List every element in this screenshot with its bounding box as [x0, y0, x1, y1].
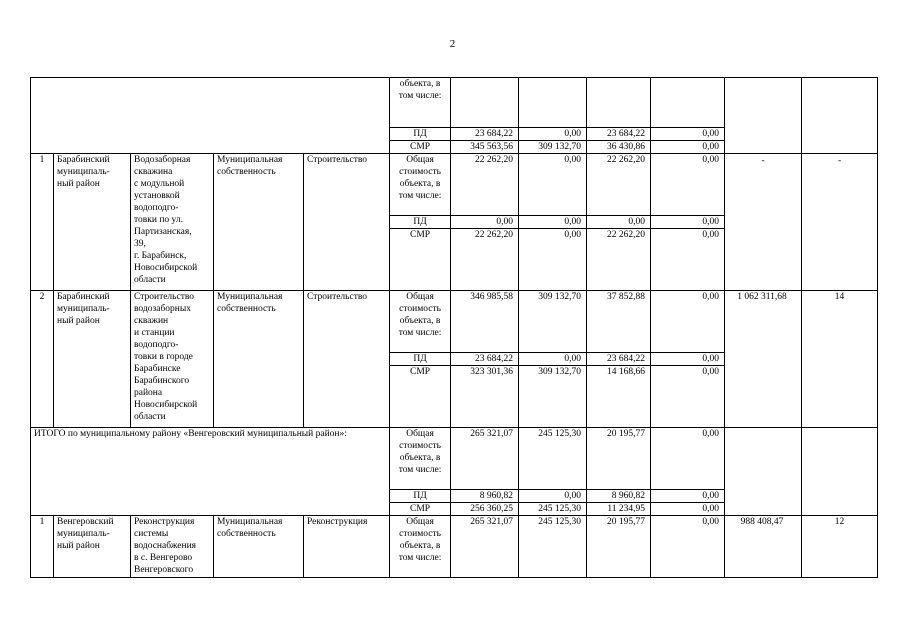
- table-row: [31, 154, 878, 216]
- pd-label: ПД: [390, 353, 451, 366]
- value-cell: 0,00: [519, 128, 587, 141]
- district-cell: Венгеровский муниципаль- ный район: [54, 516, 131, 578]
- value-cell: 23 684,22: [587, 353, 651, 366]
- value-cell: 8 960,82: [587, 490, 651, 503]
- value-cell: 0,00: [519, 154, 587, 216]
- value-cell: 0,00: [651, 154, 725, 216]
- ownership-cell: Муниципальная собственность: [214, 291, 304, 428]
- value-cell: 265 321,07: [451, 428, 519, 490]
- table-row: [31, 516, 878, 578]
- value-cell: 37 852,88: [587, 291, 651, 353]
- row-number: 1: [31, 154, 54, 291]
- value-cell: 22 262,20: [451, 154, 519, 216]
- work-type-cell: Строительство: [304, 154, 390, 291]
- table-row: [31, 428, 878, 490]
- value-cell: 23 684,22: [451, 353, 519, 366]
- value-cell: 345 563,56: [451, 141, 519, 154]
- value-cell: 346 985,58: [451, 291, 519, 353]
- value-cell: 0,00: [651, 428, 725, 490]
- pd-label: ПД: [390, 216, 451, 229]
- value-cell: 12: [802, 516, 878, 578]
- table-row: [31, 291, 878, 353]
- pd-label: ПД: [390, 490, 451, 503]
- value-cell: -: [802, 154, 878, 291]
- value-cell: 0,00: [519, 490, 587, 503]
- smr-label: СМР: [390, 366, 451, 428]
- work-type-cell: Реконструкция: [304, 516, 390, 578]
- value-cell: 8 960,82: [451, 490, 519, 503]
- value-cell: 245 125,30: [519, 428, 587, 490]
- value-cell: 309 132,70: [519, 141, 587, 154]
- object-cell: Водозаборная скважина с модульной установкой водоподго- товки по ул. Партизанская, 39, г. Барабинск, Новосибирской области: [131, 154, 214, 291]
- value-cell: 23 684,22: [451, 128, 519, 141]
- value-cell: 36 430,86: [587, 141, 651, 154]
- value-cell: 0,00: [519, 353, 587, 366]
- value-cell: 14 168,66: [587, 366, 651, 428]
- object-cell: Строительство водозаборных скважин и станции водоподго- товки в городе Барабинске Барабинского района Новосибирской области: [131, 291, 214, 428]
- value-cell: 245 125,30: [519, 516, 587, 578]
- continuation-empty-cell: [31, 78, 390, 154]
- value-cell: 20 195,77: [587, 516, 651, 578]
- value-cell: 22 262,20: [451, 229, 519, 291]
- cost-type-label: Общая стоимость объекта, в том числе:: [390, 154, 451, 216]
- cost-type-label: Общая стоимость объекта, в том числе:: [390, 428, 451, 490]
- value-cell: 309 132,70: [519, 291, 587, 353]
- value-cell: 20 195,77: [587, 428, 651, 490]
- value-cell: 22 262,20: [587, 154, 651, 216]
- value-cell: 0,00: [651, 516, 725, 578]
- ownership-cell: Муниципальная собственность: [214, 154, 304, 291]
- value-cell: 323 301,36: [451, 366, 519, 428]
- smr-label: СМР: [390, 141, 451, 154]
- value-cell: 0,00: [451, 216, 519, 229]
- value-cell: 245 125,30: [519, 503, 587, 516]
- work-type-cell: Строительство: [304, 291, 390, 428]
- value-cell: 23 684,22: [587, 128, 651, 141]
- value-cell: 0,00: [519, 216, 587, 229]
- value-cell: 0,00: [651, 366, 725, 428]
- value-cell: 0,00: [651, 229, 725, 291]
- cost-type-label: Общая стоимость объекта, в том числе:: [390, 516, 451, 578]
- pd-label: ПД: [390, 128, 451, 141]
- value-cell: 256 360,25: [451, 503, 519, 516]
- cost-type-label: Общая стоимость объекта, в том числе:: [390, 291, 451, 353]
- value-cell: 11 234,95: [587, 503, 651, 516]
- value-cell: 0,00: [651, 503, 725, 516]
- table-row: [31, 78, 878, 128]
- total-label: ИТОГО по муниципальному району «Венгеровский муниципальный район»:: [31, 428, 390, 516]
- value-cell: 0,00: [651, 291, 725, 353]
- investment-table: [30, 77, 878, 578]
- value-cell: 309 132,70: [519, 366, 587, 428]
- object-cell: Реконструкция системы водоснабжения в с. Венгерово Венгеровского: [131, 516, 214, 578]
- value-cell: 0,00: [651, 216, 725, 229]
- value-cell: 0,00: [651, 141, 725, 154]
- value-cell: 14: [802, 291, 878, 428]
- district-cell: Барабинский муниципаль- ный район: [54, 154, 131, 291]
- value-cell: 0,00: [587, 216, 651, 229]
- value-cell: 0,00: [651, 128, 725, 141]
- ownership-cell: Муниципальная собственность: [214, 516, 304, 578]
- value-cell: 22 262,20: [587, 229, 651, 291]
- page-number: 2: [449, 38, 456, 50]
- cost-type-label: объекта, в том числе:: [390, 78, 451, 128]
- row-number: 1: [31, 516, 54, 578]
- value-cell: 0,00: [651, 353, 725, 366]
- value-cell: 265 321,07: [451, 516, 519, 578]
- smr-label: СМР: [390, 229, 451, 291]
- value-cell: 0,00: [519, 229, 587, 291]
- smr-label: СМР: [390, 503, 451, 516]
- value-cell: 988 408,47: [725, 516, 802, 578]
- value-cell: -: [725, 154, 802, 291]
- row-number: 2: [31, 291, 54, 428]
- value-cell: 0,00: [651, 490, 725, 503]
- value-cell: 1 062 311,68: [725, 291, 802, 428]
- district-cell: Барабинский муниципаль- ный район: [54, 291, 131, 428]
